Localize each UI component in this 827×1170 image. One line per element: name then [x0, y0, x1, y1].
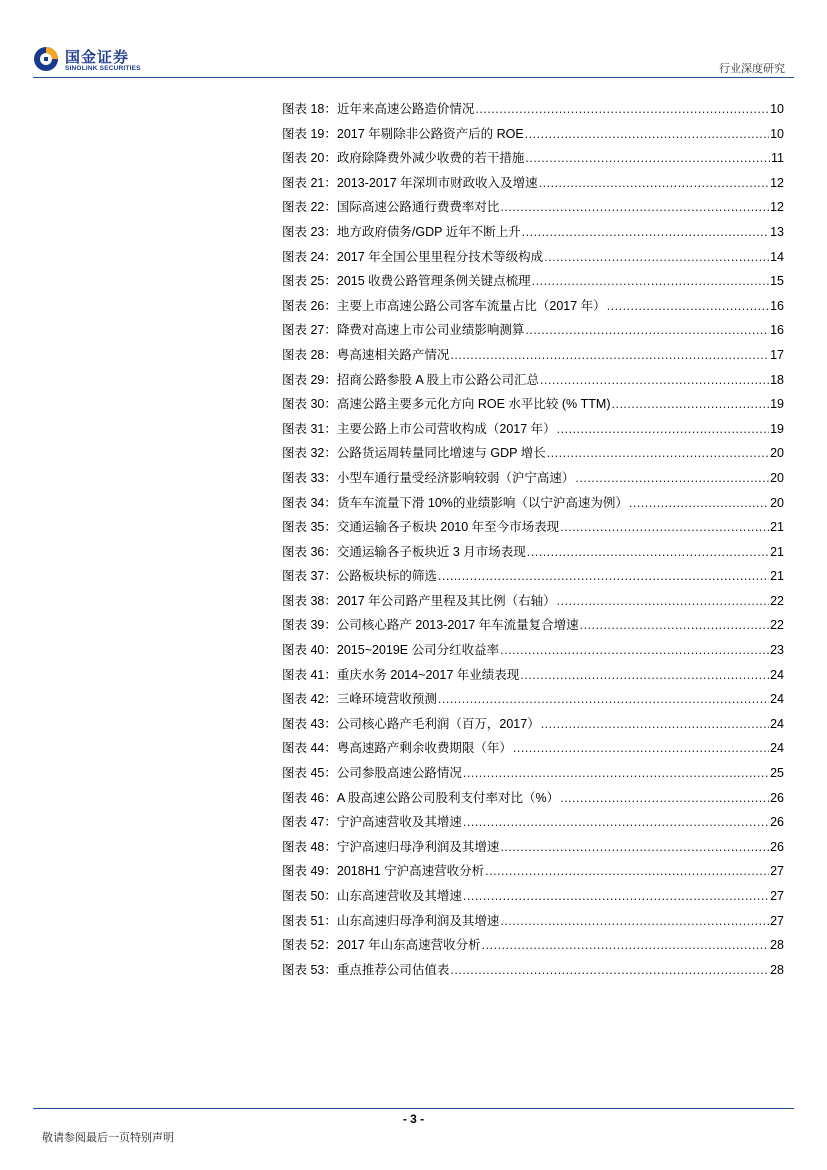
toc-entry-page: 10	[770, 126, 784, 141]
toc-entry-label: 图表 21：	[282, 175, 337, 190]
toc-dot-leader	[500, 199, 769, 215]
toc-entry-title: A 股高速公路公司股利支付率对比（%）	[336, 790, 560, 805]
toc-entry[interactable]	[282, 888, 784, 913]
toc-dot-leader	[522, 224, 769, 240]
toc-entry[interactable]	[282, 863, 784, 888]
toc-entry[interactable]	[282, 396, 784, 421]
toc-dot-leader	[520, 667, 769, 683]
toc-entry-title: 粤高速相关路产情况	[336, 347, 450, 362]
toc-entry[interactable]	[282, 790, 784, 815]
toc-entry-title: 政府除降费外减少收费的若干措施	[336, 151, 525, 166]
toc-entry-label: 图表 20：	[282, 151, 337, 166]
toc-entry-label: 图表 27：	[282, 323, 337, 338]
toc-entry-page: 21	[770, 520, 784, 535]
toc-entry-label: 图表 23：	[282, 224, 337, 239]
toc-entry-title: 重点推荐公司估值表	[336, 962, 450, 977]
toc-entry[interactable]	[282, 101, 784, 126]
toc-entry-page: 16	[770, 323, 784, 338]
toc-entry-page: 21	[770, 569, 784, 584]
toc-entry-page: 20	[770, 495, 784, 510]
toc-entry-page: 16	[770, 298, 784, 313]
toc-entry-page: 22	[770, 593, 784, 608]
toc-entry-page: 24	[770, 667, 784, 682]
toc-entry-title: 主要上市高速公路公司客车流量占比（2017 年）	[336, 298, 606, 313]
toc-entry-page: 17	[770, 347, 784, 362]
toc-dot-leader	[500, 839, 769, 855]
logo-chinese-name: 国金证券	[65, 49, 130, 66]
toc-entry-label: 图表 35：	[282, 520, 337, 535]
toc-entry-label: 图表 18：	[282, 102, 337, 116]
toc-entry-title: 山东高速营收及其增速	[336, 889, 462, 903]
toc-entry-title: 主要公路上市公司营收构成（2017 年）	[336, 421, 556, 436]
toc-dot-leader	[482, 937, 769, 953]
toc-entry-label: 图表 26：	[282, 298, 337, 313]
toc-entry[interactable]	[282, 642, 784, 667]
toc-entry-page: 28	[770, 938, 784, 953]
toc-entry-page: 22	[770, 618, 784, 633]
toc-dot-leader	[475, 101, 769, 117]
toc-entry-page: 19	[770, 421, 784, 436]
toc-entry-page: 12	[770, 200, 784, 215]
toc-dot-leader	[527, 544, 769, 560]
toc-entry-label: 图表 39：	[282, 618, 337, 633]
footer-divider	[33, 1108, 794, 1109]
toc-entry[interactable]	[282, 322, 784, 347]
report-category: 行业深度研究	[719, 63, 785, 75]
toc-dot-leader	[500, 913, 769, 929]
toc-entry-label: 图表 52：	[282, 938, 337, 953]
toc-entry[interactable]	[282, 544, 784, 569]
toc-entry-page: 10	[770, 102, 784, 116]
toc-entry-label: 图表 36：	[282, 544, 337, 559]
toc-entry-label: 图表 31：	[282, 421, 337, 436]
toc-entry-title: 交通运输各子板块 2010 年至今市场表现	[336, 520, 560, 535]
toc-entry-label: 图表 37：	[282, 569, 337, 584]
toc-dot-leader	[557, 593, 769, 609]
toc-dot-leader	[438, 568, 769, 584]
toc-entry-page: 26	[770, 790, 784, 805]
toc-entry[interactable]	[282, 667, 784, 692]
toc-entry[interactable]	[282, 913, 784, 938]
toc-dot-leader	[525, 126, 769, 142]
toc-dot-leader	[463, 765, 769, 781]
toc-dot-leader	[525, 150, 770, 166]
toc-entry-title: 公司核心路产毛利润（百万，2017）	[336, 716, 540, 731]
toc-entry-page: 27	[770, 864, 784, 879]
toc-entry[interactable]	[282, 740, 784, 765]
toc-entry[interactable]	[282, 273, 784, 298]
toc-dot-leader	[438, 691, 769, 707]
toc-entry-label: 图表 38：	[282, 593, 337, 608]
toc-entry-title: 宁沪高速营收及其增速	[336, 815, 462, 830]
toc-entry-page: 13	[770, 224, 784, 239]
toc-entry-label: 图表 25：	[282, 274, 337, 289]
toc-entry-title: 公路货运周转量同比增速与 GDP 增长	[336, 446, 546, 461]
table-of-figures	[282, 101, 784, 986]
toc-dot-leader	[541, 716, 769, 732]
toc-entry-title: 三峰环境营收预测	[336, 692, 437, 707]
toc-entry[interactable]	[282, 568, 784, 593]
toc-dot-leader	[513, 740, 769, 756]
toc-entry-page: 24	[770, 741, 784, 756]
toc-entry-label: 图表 49：	[282, 864, 337, 879]
toc-entry-title: 2015~2019E 公司分红收益率	[336, 643, 500, 658]
toc-entry-label: 图表 32：	[282, 446, 337, 461]
toc-entry-page: 27	[770, 889, 784, 903]
toc-entry[interactable]	[282, 347, 784, 372]
toc-entry-page: 18	[770, 372, 784, 387]
toc-entry-page: 20	[770, 446, 784, 461]
toc-entry-page: 24	[770, 716, 784, 731]
toc-dot-leader	[557, 421, 769, 437]
toc-entry[interactable]	[282, 691, 784, 716]
toc-entry-page: 28	[770, 962, 784, 977]
logo-english-name: SINOLINK SECURITIES	[65, 65, 141, 72]
toc-entry-title: 地方政府债务/GDP 近年不断上升	[336, 224, 521, 239]
toc-entry-title: 近年来高速公路造价情况	[336, 102, 475, 116]
toc-entry[interactable]	[282, 224, 784, 249]
toc-entry-title: 宁沪高速归母净利润及其增速	[336, 839, 500, 854]
toc-entry-page: 12	[770, 175, 784, 190]
toc-entry[interactable]	[282, 249, 784, 274]
toc-entry-title: 2013-2017 年深圳市财政收入及增速	[336, 175, 538, 190]
toc-entry[interactable]	[282, 199, 784, 224]
toc-entry-page: 24	[770, 692, 784, 707]
toc-dot-leader	[560, 790, 769, 806]
toc-entry-page: 14	[770, 249, 784, 264]
toc-dot-leader	[450, 347, 769, 363]
toc-entry-label: 图表 29：	[282, 372, 337, 387]
toc-dot-leader	[463, 888, 769, 904]
toc-entry[interactable]	[282, 470, 784, 495]
toc-dot-leader	[547, 445, 769, 461]
toc-dot-leader	[607, 298, 769, 314]
toc-dot-leader	[450, 962, 769, 978]
toc-entry-title: 交通运输各子板块近 3 月市场表现	[336, 544, 526, 559]
toc-dot-leader	[544, 249, 769, 265]
toc-entry[interactable]	[282, 937, 784, 962]
toc-entry-title: 降费对高速上市公司业绩影响测算	[336, 323, 525, 338]
toc-entry[interactable]	[282, 126, 784, 151]
toc-entry-label: 图表 40：	[282, 643, 337, 658]
toc-dot-leader	[612, 396, 770, 412]
toc-entry-page: 11	[771, 151, 784, 166]
toc-entry-label: 图表 42：	[282, 692, 337, 707]
toc-dot-leader	[575, 470, 769, 486]
toc-entry-label: 图表 50：	[282, 889, 337, 903]
toc-entry[interactable]	[282, 445, 784, 470]
company-logo	[33, 46, 163, 76]
toc-entry-title: 粤高速路产剩余收费期限（年）	[336, 741, 512, 756]
toc-dot-leader	[539, 175, 769, 191]
toc-entry-label: 图表 53：	[282, 962, 337, 977]
header-divider	[33, 77, 794, 78]
toc-entry[interactable]	[282, 593, 784, 618]
toc-entry[interactable]	[282, 150, 784, 175]
toc-entry-title: 公路板块标的筛选	[336, 569, 437, 584]
toc-entry-page: 19	[770, 397, 784, 412]
toc-entry[interactable]	[282, 372, 784, 397]
sinolink-logo-icon	[33, 46, 59, 72]
toc-entry-title: 国际高速公路通行费费率对比	[336, 200, 500, 215]
toc-entry-label: 图表 47：	[282, 815, 337, 830]
toc-entry[interactable]	[282, 716, 784, 741]
toc-entry-page: 15	[770, 274, 784, 289]
toc-entry-title: 2017 年山东高速营收分析	[336, 938, 481, 953]
toc-dot-leader	[560, 519, 769, 535]
toc-entry-label: 图表 48：	[282, 839, 337, 854]
toc-entry-title: 货车车流量下滑 10%的业绩影响（以宁沪高速为例）	[336, 495, 628, 510]
toc-entry-title: 2018H1 宁沪高速营收分析	[336, 864, 485, 879]
toc-dot-leader	[463, 814, 769, 830]
toc-entry-label: 图表 19：	[282, 126, 337, 141]
toc-entry-title: 高速公路主要多元化方向 ROE 水平比较 (% TTM)	[336, 397, 611, 412]
toc-entry-title: 2017 年剔除非公路资产后的 ROE	[336, 126, 524, 141]
toc-dot-leader	[485, 863, 769, 879]
toc-entry[interactable]	[282, 962, 784, 987]
toc-entry-page: 20	[770, 470, 784, 485]
toc-entry-title: 2015 收费公路管理条例关键点梳理	[336, 274, 531, 289]
toc-entry-label: 图表 30：	[282, 397, 337, 412]
toc-entry-label: 图表 28：	[282, 347, 337, 362]
toc-entry-page: 26	[770, 839, 784, 854]
toc-entry-title: 公司核心路产 2013-2017 年车流量复合增速	[336, 618, 579, 633]
toc-entry-page: 27	[770, 913, 784, 928]
toc-entry-label: 图表 34：	[282, 495, 337, 510]
toc-entry[interactable]	[282, 519, 784, 544]
toc-entry-label: 图表 45：	[282, 766, 337, 781]
toc-entry-page: 23	[770, 643, 784, 658]
toc-entry[interactable]	[282, 298, 784, 323]
toc-entry[interactable]	[282, 495, 784, 520]
toc-entry-title: 2017 年公司路产里程及其比例（右轴）	[336, 593, 556, 608]
toc-dot-leader	[629, 495, 769, 511]
toc-entry-title: 公司参股高速公路情况	[336, 766, 462, 781]
toc-entry-title: 山东高速归母净利润及其增速	[336, 913, 500, 928]
toc-entry-label: 图表 33：	[282, 470, 337, 485]
toc-entry-page: 21	[770, 544, 784, 559]
toc-entry-title: 重庆水务 2014~2017 年业绩表现	[336, 667, 520, 682]
toc-entry-label: 图表 51：	[282, 913, 337, 928]
toc-entry-label: 图表 43：	[282, 716, 337, 731]
toc-entry[interactable]	[282, 175, 784, 200]
disclaimer-text: 敬请参阅最后一页特别声明	[42, 1132, 174, 1144]
toc-dot-leader	[525, 322, 769, 338]
toc-entry-label: 图表 44：	[282, 741, 337, 756]
toc-entry-label: 图表 46：	[282, 790, 337, 805]
toc-dot-leader	[580, 617, 769, 633]
toc-entry[interactable]	[282, 765, 784, 790]
toc-entry-page: 25	[770, 766, 784, 781]
toc-entry-title: 招商公路参股 A 股上市公路公司汇总	[336, 372, 539, 387]
toc-entry[interactable]	[282, 814, 784, 839]
toc-entry-label: 图表 24：	[282, 249, 337, 264]
toc-entry[interactable]	[282, 617, 784, 642]
toc-dot-leader	[532, 273, 769, 289]
toc-entry[interactable]	[282, 421, 784, 446]
toc-entry-page: 26	[770, 815, 784, 830]
toc-entry-label: 图表 22：	[282, 200, 337, 215]
toc-entry[interactable]	[282, 839, 784, 864]
toc-entry-title: 2017 年全国公里里程分技术等级构成	[336, 249, 544, 264]
toc-entry-label: 图表 41：	[282, 667, 337, 682]
toc-entry-title: 小型车通行量受经济影响较弱（沪宁高速）	[336, 470, 575, 485]
toc-dot-leader	[540, 372, 769, 388]
page-number: - 3 -	[402, 1112, 425, 1126]
toc-dot-leader	[500, 642, 769, 658]
